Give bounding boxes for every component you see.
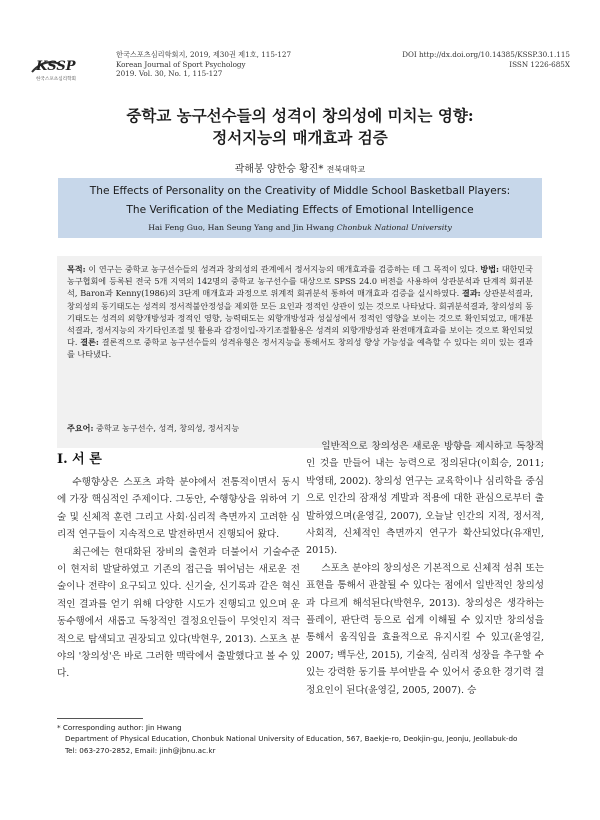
authors-kr <box>0 160 600 175</box>
footnote-divider <box>57 718 143 719</box>
issn: ISSN 1226-685X <box>509 59 570 69</box>
title-kr-line1: 중학교 농구선수들의 성격이 창의성에 미치는 영향: <box>126 106 474 125</box>
results-text: 상관분석결과, 창의성의 동기태도는 성격의 정서적불안정성을 제외한 모든 요인과 정적인 상관이 있는 것으로 나타났다. 회귀분석결과, 창의성의 동기태도는 성격의 외향개방성과 정적인 영향, 능력태도는 외향개방성과 성실성에서 정적인 영향을 보이는 것으로 확인되었고, 매개분석결과, 정서지능의 자기타인조절 및 활용과 감정이입-자기조절활용은 성격의 외향개방성과 완전매개효과를 보이는 것으로 확인되었다. <box>67 288 533 348</box>
kssp-logo-icon <box>30 52 90 86</box>
journal-volume: 2019. Vol. 30, No. 1, 115-127 <box>116 69 223 79</box>
body-paragraph: 스포츠 분야의 창의성은 기본적으로 신체적 섬취 또는 표현을 통해서 관찰될 수 있다는 점에서 일반적인 창의성과 다르게 해석된다(박현우, 2013). 창의성은 생각하는 플레이, 판단력 등으로 쉽게 이해될 수 있지만 창의성을 통해서 움직임을 효율적으로 유지시킬 수 있고(윤영길, 2007; 백두산, 2015), 기술적, 심리적 성장을 추구할 수 있는 강력한 동기를 부여받을 수 있어서 중요한 경기력 결정요인이 된다(윤영길, 2005, 2007). 승 <box>306 562 544 696</box>
corresponding-author: * Corresponding author: Jin Hwang <box>57 723 182 732</box>
title-en-line1: The Effects of Personality on the Creativity of Middle School Basketball Players: <box>89 185 511 197</box>
author-names-kr: 곽해봉 양한승 황진* <box>234 164 324 175</box>
keywords-text: 중학교 농구선수, 성격, 창의성, 정서지능 <box>93 423 240 433</box>
keywords-label: 주요어: <box>67 423 94 433</box>
method-label: 방법: <box>480 264 500 274</box>
purpose-label: 목적: <box>67 264 86 274</box>
author-contact: Tel: 063-270-2852, Email: jinh@jbnu.ac.kr <box>65 745 216 755</box>
conclusion-label: 결론: <box>80 337 99 348</box>
body-paragraph: 최근에는 현대화된 장비의 출현과 더불어서 기술수준이 현저히 발달하였고 기존의 접근을 뛰어넘는 새로운 전술이나 전략이 요구되고 있다. 신기술, 신기록과 같은 혁신적인 결과를 얻기 위해 다양한 시도가 진행되고 있으며 운동수행에서 새롭고 독창적인 결정요인들이 무엇인지 적극적으로 탐색되고 권장되고 있다(박현우, 2013). 스포츠 분야의 '창의성'은 바로 그러한 맥락에서 출발했다고 볼 수 있다. <box>57 546 300 680</box>
left-column <box>57 474 300 683</box>
doi-link[interactable]: DOI http://dx.doi.org/10.14385/KSSP.30.1.115 <box>402 50 570 59</box>
section-heading: I. 서 론 <box>57 452 102 467</box>
authors-en <box>58 223 542 232</box>
keywords <box>67 423 239 434</box>
author-address: Department of Physical Education, Chonbuk National University of Education, 567, Baekje-ro, Deokjin-gu, Jeonju, Jeollabuk-do <box>65 734 518 744</box>
body-paragraph: 수행향상은 스포츠 과학 분야에서 전통적이면서 동시에 가장 핵심적인 주제이다. 그동안, 수행향상을 위하여 기술 및 신체적 훈련 그리고 사회·심리적 측면까지 고려한 심리적 연구들이 지속적으로 발전하면서 진행되어 왔다. <box>57 477 300 541</box>
logo-subtext: 한국스포츠심리학회 <box>36 77 76 82</box>
abstract-text <box>67 263 533 361</box>
journal-name-kr: 한국스포츠심리학회지, 2019, 제30권 제1호, 115-127 <box>116 50 292 59</box>
affiliation-en: Chonbuk National University <box>336 223 452 232</box>
affiliation-kr: 전북대학교 <box>326 165 366 174</box>
conclusion-text: 결론적으로 중학교 농구선수들의 성격유형은 정서지능을 통해서도 창의성 향상 가능성을 예측할 수 있다는 의미 있는 결과를 나타냈다. <box>67 337 534 360</box>
footnote <box>57 722 557 756</box>
method-text: 대한민국농구협회에 등록된 전국 5개 지역의 142명의 중학교 농구선수를 대상으로 SPSS 24.0 버전을 사용하여 상관분석과 단계적 회귀분석, Baron과 Kenny(1986)의 3단계 매개효과 과정으로 위계적 회귀분석 통하여 매개효과 검증을 실시하였다. <box>67 264 533 299</box>
title-en-line2: The Verification of the Mediating Effects of Emotional Intelligence <box>126 204 474 216</box>
purpose-text: 이 연구는 중학교 농구선수들의 성격과 창의성의 관계에서 정서지능의 매개효과를 검증하는 데 그 목적이 있다. <box>85 264 481 274</box>
author-names-en: Hai Feng Guo, Han Seung Yang and Jin Hwang <box>148 223 335 232</box>
journal-info-left <box>116 50 291 79</box>
journal-info-right <box>402 50 570 69</box>
results-label: 결과: <box>462 288 481 299</box>
right-column <box>306 438 544 699</box>
title-kr-line2: 정서지능의 매개효과 검증 <box>212 128 388 147</box>
body-paragraph: 일반적으로 창의성은 새로운 방향을 제시하고 독창적인 것을 만들어 내는 능력으로 정의된다(이희승, 2011; 박영태, 2002). 창의성 연구는 교육학이나 심리학을 중심으로 인간의 잠재성 계발과 적용에 대한 관심으로부터 출발하였으며(윤영길, 2007), 오늘날 인간의 지적, 정서적, 사회적, 신체적인 측면까지 연구가 확산되었다(유재민, 2015). <box>306 441 544 557</box>
logo-text: KSSP <box>36 59 76 74</box>
journal-name-en: Korean Journal of Sport Psychology <box>116 59 246 69</box>
journal-logo <box>30 52 90 86</box>
